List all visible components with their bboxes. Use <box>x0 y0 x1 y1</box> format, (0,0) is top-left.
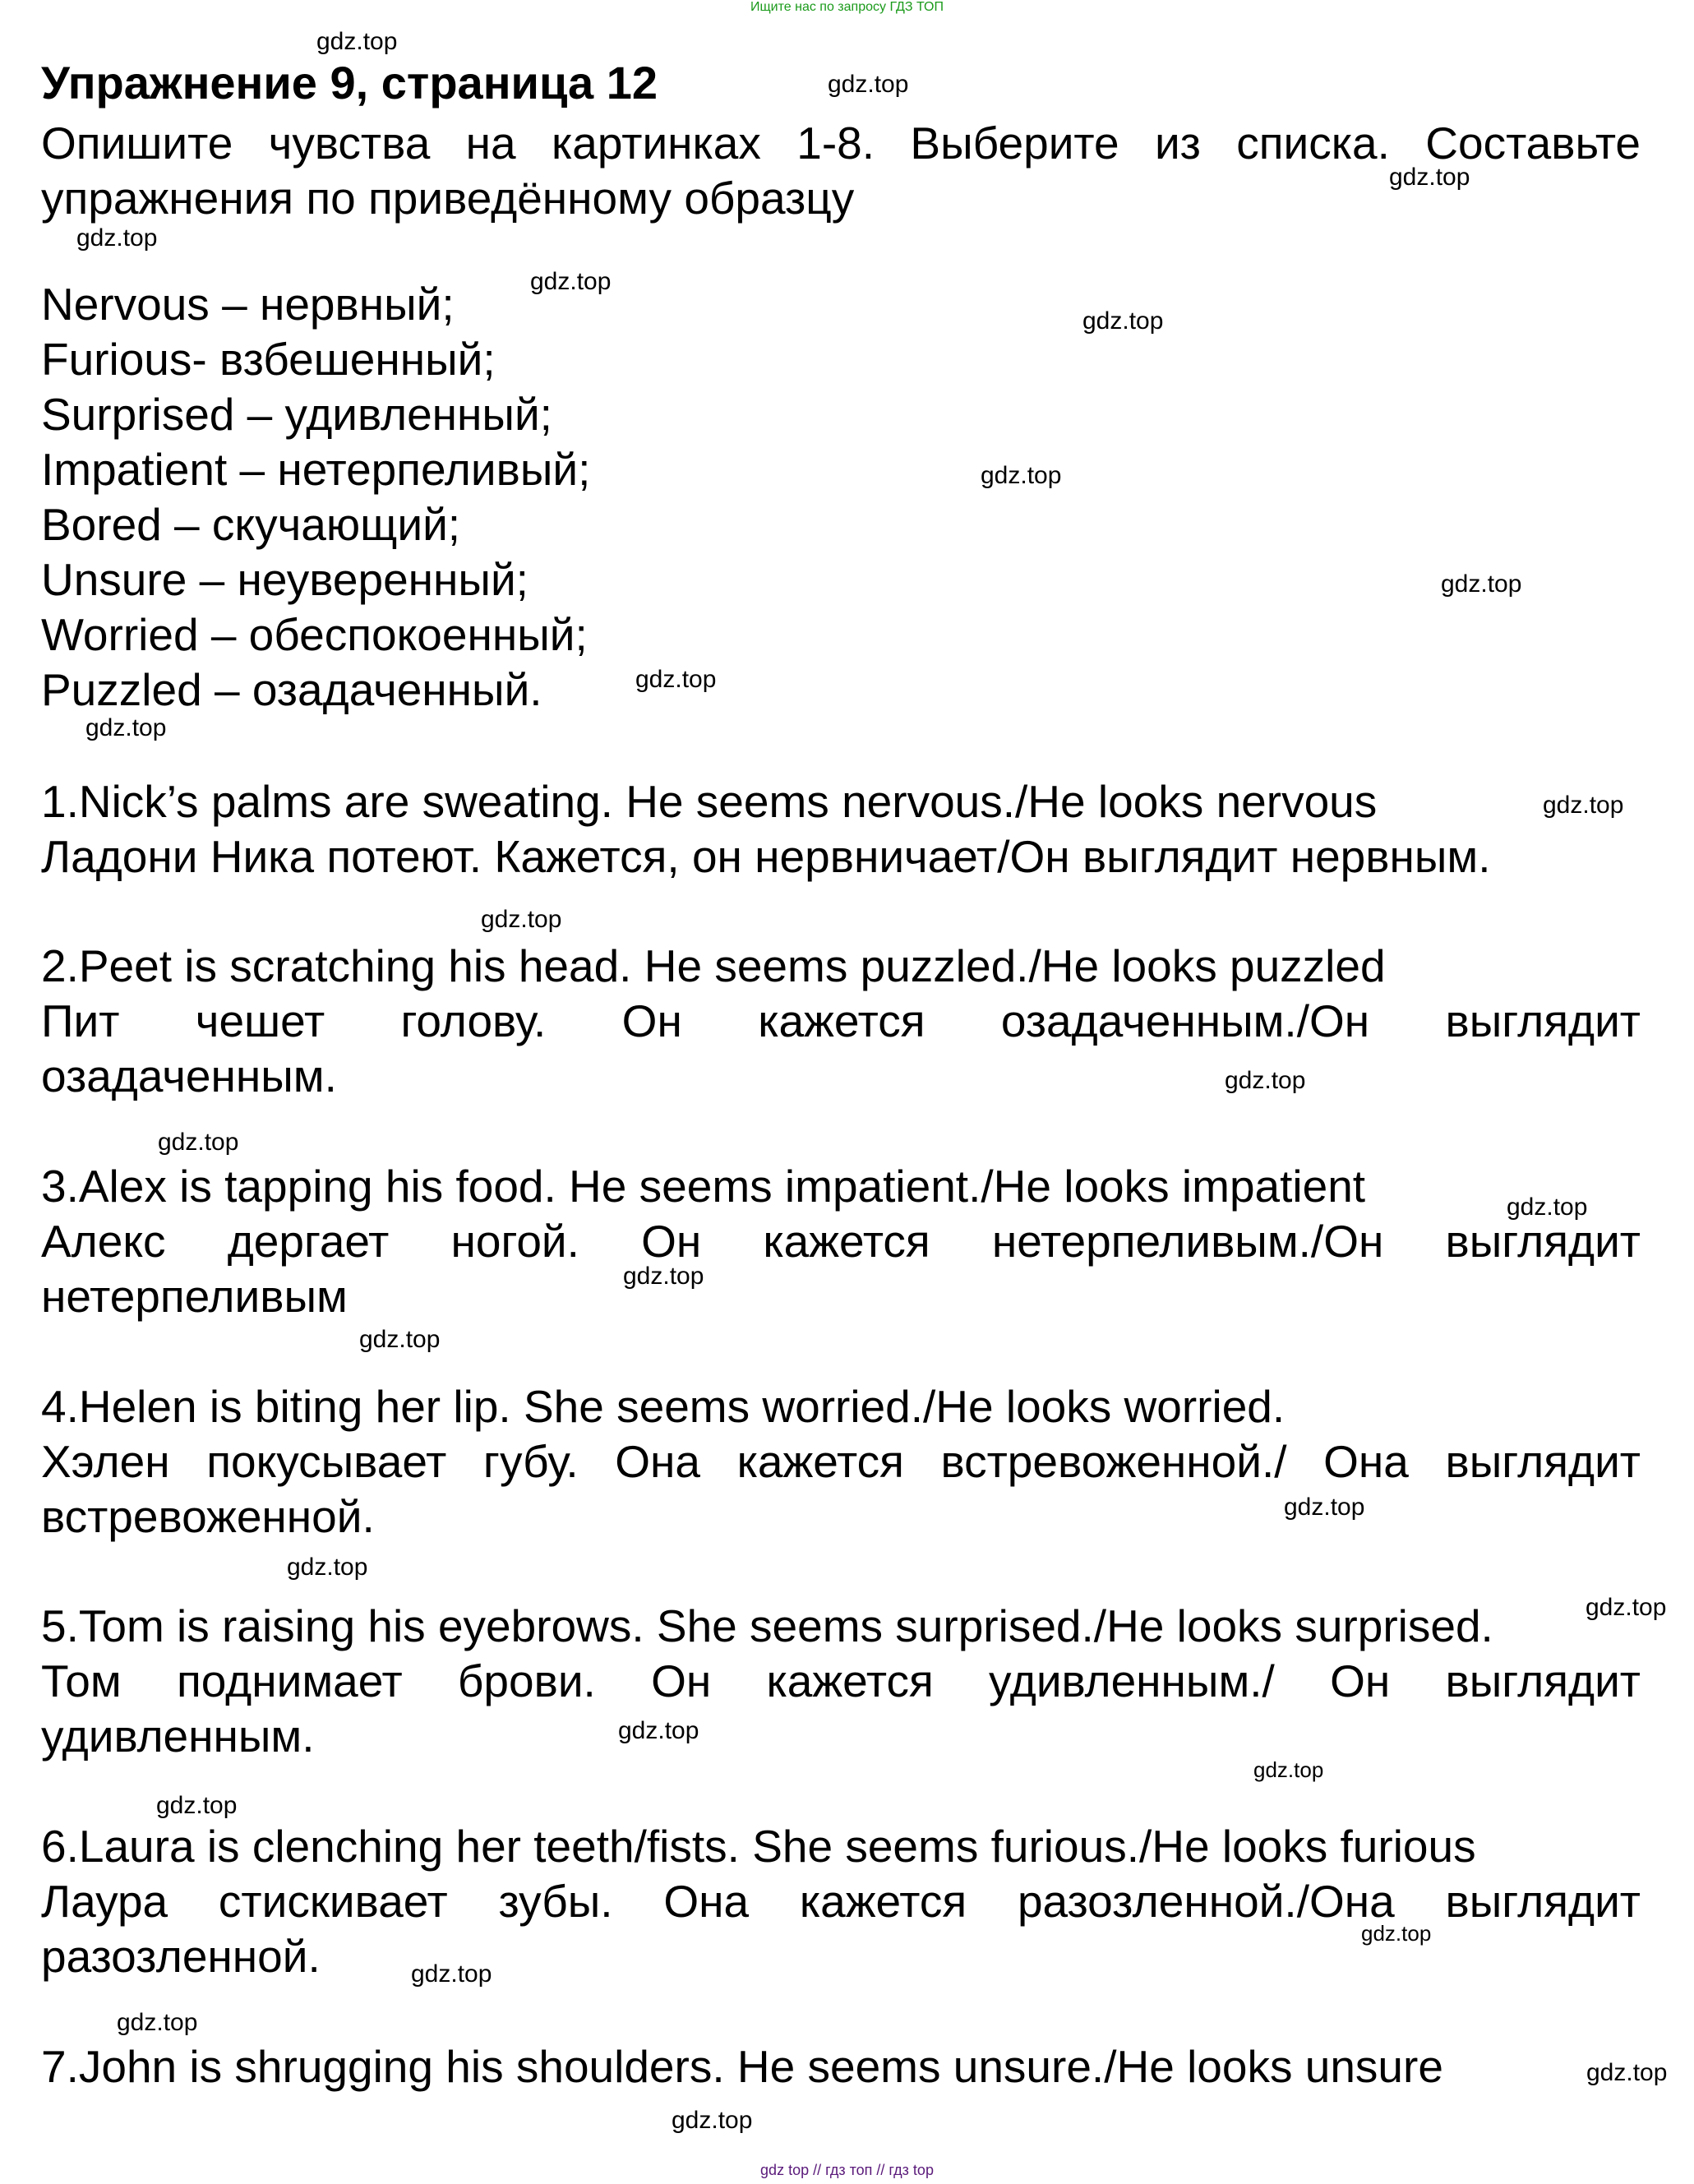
watermark: gdz.top <box>1507 1194 1588 1221</box>
answer-russian: встревоженной. <box>41 1491 375 1542</box>
watermark: gdz.top <box>1284 1494 1365 1521</box>
vocab-item: Bored – скучающий; <box>41 499 461 550</box>
answer-russian: Том поднимает брови. Он кажется удивленным./ Он выглядит <box>41 1655 1641 1706</box>
answer-russian: Пит чешет голову. Он кажется озадаченным./Он выглядит <box>41 995 1641 1046</box>
watermark: gdz.top <box>481 906 562 933</box>
vocab-item: Worried – обеспокоенный; <box>41 609 588 660</box>
instruction-line-1: Опишите чувства на картинках 1-8. Выберите из списка. Составьте <box>41 118 1641 169</box>
answer-english: 7.John is shrugging his shoulders. He seems unsure./He looks unsure <box>41 2041 1443 2092</box>
watermark: gdz.top <box>1441 570 1522 598</box>
watermark: gdz.top <box>623 1263 704 1290</box>
watermark: gdz.top <box>1389 164 1470 191</box>
footer-watermark: gdz top // гдз топ // гдз top <box>760 2162 934 2178</box>
watermark: gdz.top <box>76 224 158 252</box>
answer-russian: Лаура стискивает зубы. Она кажется разозленной./Она выглядит <box>41 1876 1641 1927</box>
watermark: gdz.top <box>158 1129 239 1156</box>
answer-russian: разозленной. <box>41 1931 321 1982</box>
watermark: gdz.top <box>1361 1921 1432 1946</box>
answer-english: 6.Laura is clenching her teeth/fists. She seems furious./He looks furious <box>41 1821 1476 1872</box>
vocab-item: Nervous – нервный; <box>41 279 455 330</box>
answer-english: 2.Peet is scratching his head. He seems puzzled./He looks puzzled <box>41 940 1386 991</box>
watermark: gdz.top <box>1082 307 1164 335</box>
answer-russian: озадаченным. <box>41 1050 337 1101</box>
watermark: gdz.top <box>1586 2059 1668 2086</box>
watermark: gdz.top <box>1586 1594 1667 1621</box>
vocab-item: Surprised – удивленный; <box>41 389 552 440</box>
answer-russian: Хэлен покусывает губу. Она кажется встревоженной./ Она выглядит <box>41 1436 1641 1487</box>
answer-russian: Ладони Ника потеют. Кажется, он нервничает/Он выглядит нервным. <box>41 831 1491 882</box>
watermark: gdz.top <box>635 666 717 693</box>
watermark: gdz.top <box>156 1792 238 1819</box>
watermark: gdz.top <box>85 714 167 741</box>
watermark: gdz.top <box>618 1717 699 1744</box>
answer-russian: нетерпеливым <box>41 1271 348 1322</box>
watermark: gdz.top <box>411 1960 492 1988</box>
page-title: Упражнение 9, страница 12 <box>41 57 658 109</box>
top-banner: Ищите нас по запросу ГДЗ ТОП <box>750 0 944 14</box>
answer-english: 1.Nick’s palms are sweating. He seems nervous./He looks nervous <box>41 776 1378 827</box>
vocab-item: Furious- взбешенный; <box>41 334 496 385</box>
watermark: gdz.top <box>981 462 1062 489</box>
watermark: gdz.top <box>672 2107 753 2134</box>
answer-english: 4.Helen is biting her lip. She seems worried./He looks worried. <box>41 1381 1286 1432</box>
watermark: gdz.top <box>1225 1067 1306 1094</box>
vocab-item: Puzzled – озадаченный. <box>41 664 542 715</box>
instruction-line-2: упражнения по приведённому образцу <box>41 173 855 224</box>
watermark: gdz.top <box>287 1554 368 1581</box>
watermark: gdz.top <box>359 1326 441 1353</box>
answer-russian: Алекс дергает ногой. Он кажется нетерпеливым./Он выглядит <box>41 1216 1641 1267</box>
watermark: gdz.top <box>117 2009 198 2036</box>
answer-english: 5.Tom is raising his eyebrows. She seems surprised./He looks surprised. <box>41 1600 1493 1651</box>
watermark: gdz.top <box>828 71 909 98</box>
vocab-item: Unsure – неуверенный; <box>41 554 529 605</box>
watermark: gdz.top <box>530 268 612 295</box>
answer-english: 3.Alex is tapping his food. He seems impatient./He looks impatient <box>41 1161 1366 1212</box>
watermark: gdz.top <box>1543 792 1624 819</box>
answer-russian: удивленным. <box>41 1711 315 1762</box>
vocab-item: Impatient – нетерпеливый; <box>41 444 591 495</box>
watermark: gdz.top <box>316 28 398 55</box>
watermark: gdz.top <box>1253 1757 1324 1782</box>
